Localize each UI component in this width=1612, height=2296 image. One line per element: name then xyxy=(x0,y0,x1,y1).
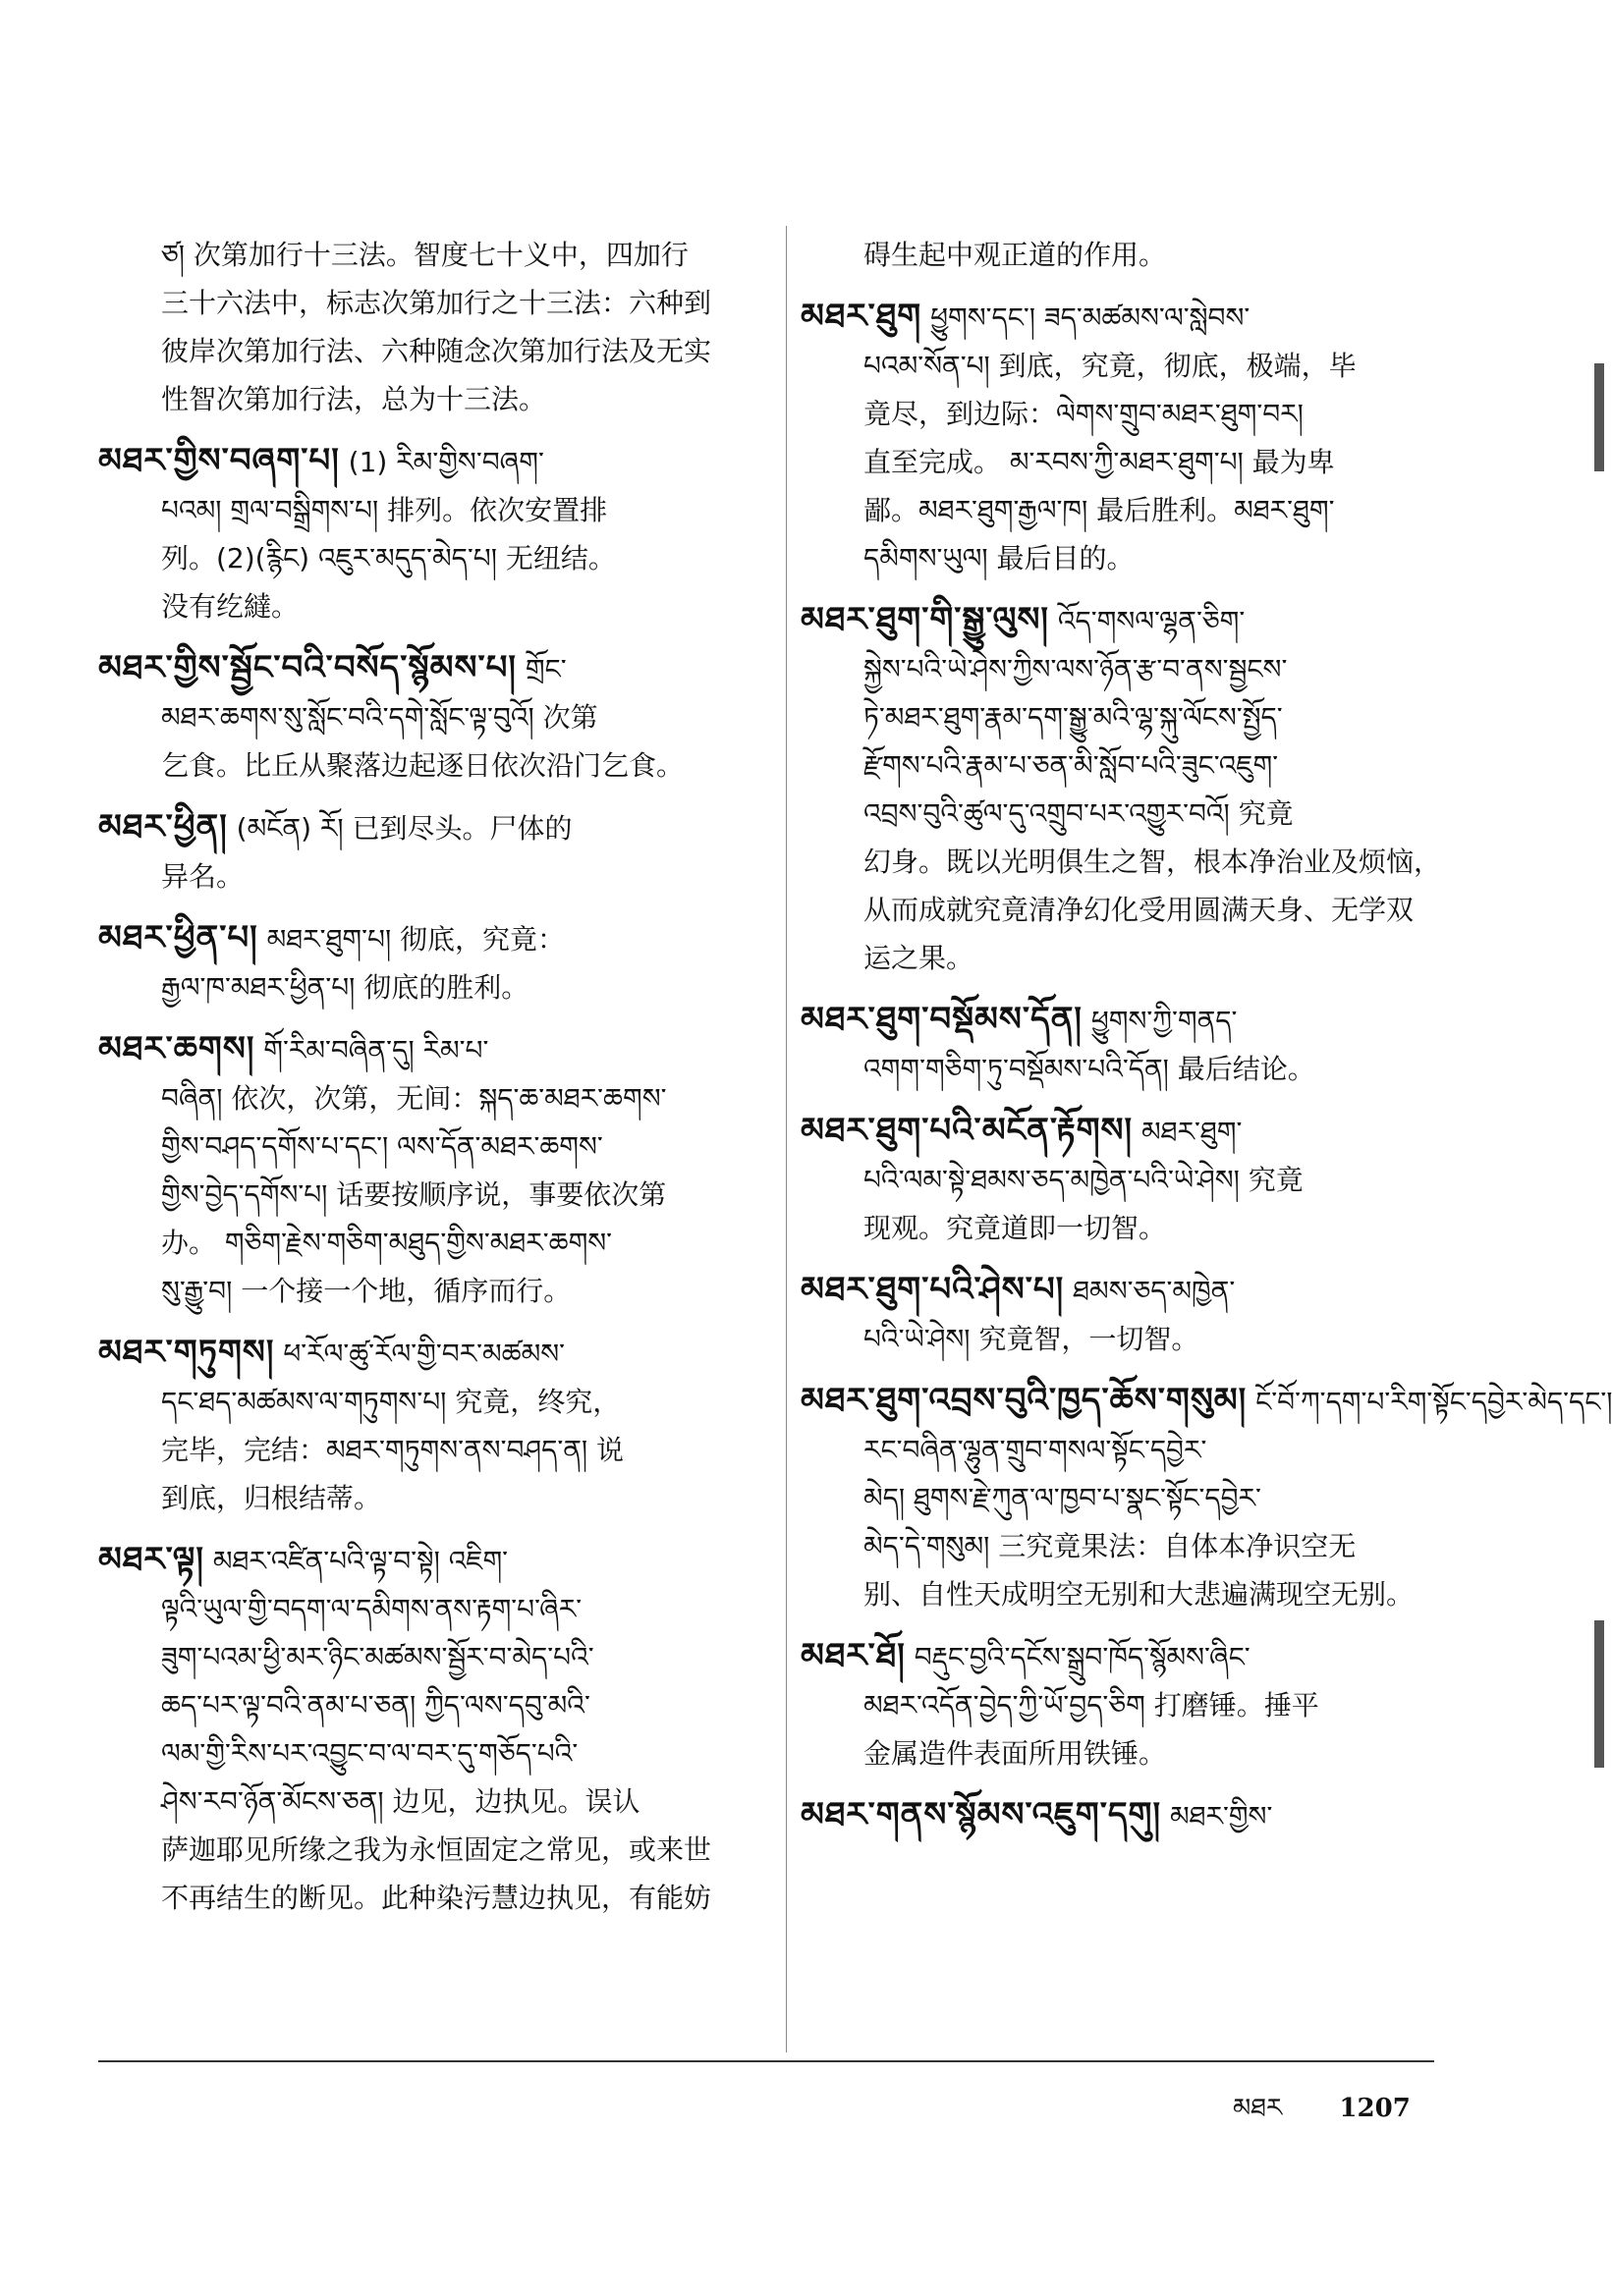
entry-headword: མཐར་ཐུག་གི་སྒྱུ་ལུས། xyxy=(801,600,1049,639)
entry-line xyxy=(801,693,1454,741)
entry-line xyxy=(98,644,776,693)
dictionary-entry xyxy=(98,1329,776,1522)
entry-line xyxy=(801,790,1454,838)
entry-line xyxy=(98,1171,776,1219)
entry-headword: མཐར་ཆགས། xyxy=(98,1029,255,1068)
entry-line xyxy=(98,375,776,423)
entry-text: རང་བཞིན་ལྷུན་གྲུབ་གསལ་སྟོང་དབྱེར་ xyxy=(863,1434,1207,1466)
entry-text: མཐར་ཆགས་སུ་སློང་བའི་དགེ་སློང་ལྟ་བུའོ། 次第 xyxy=(161,701,598,734)
entry-line xyxy=(801,390,1454,438)
running-head: མཐར xyxy=(1233,2094,1283,2123)
entry-line xyxy=(801,596,1454,645)
entry-text: བརྡུང་བྱའི་དངོས་སྒྲུབ་ཁོད་སྙོམས་ཞིང་ xyxy=(914,1641,1251,1673)
entry-headword: མཐར་ཐུག xyxy=(801,297,922,336)
entry-text: དམིགས་ཡུལ། 最后目的。 xyxy=(863,542,1135,574)
entry-headword: མཐར་ཕྱིན། xyxy=(98,807,228,847)
entry-text: མེད། ཐུགས་རྗེ་ཀུན་ལ་ཁྱབ་པ་སྣང་སྟོང་དབྱེར་ xyxy=(863,1482,1261,1514)
entry-line xyxy=(801,1570,1454,1618)
entry-headword: མཐར་ཐོ། xyxy=(801,1636,906,1675)
entry-text: སུ་རྒྱུ་བ། 一个接一个地，循序而行。 xyxy=(161,1275,572,1307)
scan-mark xyxy=(1594,1620,1604,1768)
entry-line xyxy=(98,231,776,279)
entry-text: ཆད་པར་ལྟ་བའི་ནམ་པ་ཅན། ཀྱིད་ལས་དབུ་མའི་ xyxy=(161,1689,590,1722)
entry-text: བཞིན། 依次，次第，无间：སྐད་ཆ་མཐར་ཆགས་ xyxy=(161,1082,667,1115)
entry-headword: མཐར་ཐུག་འབྲས་བུའི་ཁྱད་ཆོས་གསུམ། xyxy=(801,1381,1248,1420)
entry-text: མེད་དེ་གསུམ། 三究竟果法：自体本净识空无 xyxy=(863,1530,1357,1562)
scan-margin-marks xyxy=(1583,0,1612,2296)
entry-line xyxy=(801,838,1454,886)
entry-line xyxy=(801,996,1454,1045)
entry-text: 运之果。 xyxy=(863,942,974,974)
entry-headword: མཐར་གཏུགས། xyxy=(98,1333,275,1372)
dictionary-entry xyxy=(98,437,776,630)
entry-headword: མཐར་ཐུག་བསྡོམས་དོན། xyxy=(801,1000,1083,1039)
entry-text: 竟尽，到边际：ལེགས་གྲུབ་མཐར་ཐུག་བར། xyxy=(863,398,1304,430)
entry-text: 列。(2)(རྙིང) འཇུར་མདུད་མེད་པ། 无纽结。 xyxy=(161,542,616,574)
entry-line xyxy=(801,1474,1454,1522)
entry-text: (མངོན) རོ། 已到尽头。尸体的 xyxy=(236,812,573,845)
entry-text: ངོ་བོ་ཀ་དག་པ་རིག་སྟོང་དབྱེར་མེད་དང་། xyxy=(1255,1386,1612,1418)
entry-text: སྐྱེས་པའི་ཡེ་ཤེས་ཀྱིས་ལས་ཉོན་རྩ་བ་ནས་སྦྱངས་ xyxy=(863,653,1288,685)
entry-text: པའམ་སོན་པ། 到底，究竟，彻底，极端，毕 xyxy=(863,350,1357,382)
entry-line xyxy=(98,1874,776,1922)
entry-headword: མཐར་ལྟ། xyxy=(98,1540,204,1579)
entry-headword: མཐར་གྱིས་བཞག་པ། xyxy=(98,441,340,480)
entry-line xyxy=(98,1474,776,1522)
column-divider xyxy=(786,226,787,2052)
entry-text: 别、自性天成明空无别和大悲遍满现空无别。 xyxy=(863,1578,1415,1611)
dictionary-entry xyxy=(801,1266,1454,1363)
entry-line xyxy=(801,645,1454,693)
entry-text: 异名。 xyxy=(161,860,245,893)
dictionary-entry xyxy=(801,1377,1612,1618)
dictionary-entry xyxy=(98,644,776,790)
entry-line xyxy=(98,852,776,901)
entry-line xyxy=(801,1632,1454,1681)
scan-mark xyxy=(1594,363,1604,471)
dictionary-entry xyxy=(801,1632,1454,1777)
dictionary-entry xyxy=(801,1791,1454,1840)
entry-text: ཕ་རོལ་ཚུ་རོལ་གྱི་བར་མཚམས་ xyxy=(283,1338,566,1370)
entry-line xyxy=(801,1315,1454,1363)
dictionary-entry xyxy=(801,293,1454,582)
entry-line xyxy=(98,534,776,582)
entry-line xyxy=(98,693,776,741)
entry-headword: མཐར་གྱིས་སྦྱོང་བའི་བསོད་སྙོམས་པ། xyxy=(98,648,517,687)
entry-text: གོ་རིམ་བཞིན་དུ། རིམ་པ་ xyxy=(263,1034,489,1066)
entry-line xyxy=(98,1681,776,1729)
entry-text: ཟུག་པའམ་ཕྱི་མར་ཉིང་མཚམས་སྦྱོར་བ་མེད་པའི་ xyxy=(161,1641,594,1673)
entry-text: ཕྱུགས་དང་། ཟད་མཚམས་ལ་སླེབས་ xyxy=(930,301,1251,334)
entry-text: 现观。究竟道即一切智。 xyxy=(863,1212,1167,1244)
entry-line xyxy=(801,486,1454,534)
entry-text: 鄙。མཐར་ཐུག་རྒྱལ་ཁ། 最后胜利。མཐར་ཐུག་ xyxy=(863,494,1335,526)
entry-text: པའི་ལམ་སྟེ་ཐམས་ཅད་མཁྱེན་པའི་ཡེ་ཤེས། 究竟 xyxy=(863,1164,1304,1196)
entry-line xyxy=(98,1536,776,1585)
entry-line xyxy=(98,1378,776,1426)
entry-line xyxy=(801,342,1454,390)
entry-line xyxy=(98,1074,776,1122)
entry-text: འགག་གཅིག་ཏུ་བསྡོམས་པའི་དོན། 最后结论。 xyxy=(863,1053,1315,1085)
entry-line xyxy=(801,1426,1454,1474)
entry-line xyxy=(801,534,1454,582)
entry-line xyxy=(801,934,1454,982)
entry-line xyxy=(98,582,776,630)
entry-line xyxy=(98,1025,776,1074)
entry-text: ཙ། 次第加行十三法。智度七十义中，四加行 xyxy=(161,239,689,271)
entry-text: (1) རིམ་གྱིས་བཞག་ xyxy=(348,446,544,478)
entry-text: 办。 གཅིག་རྗེས་གཅིག་མཐུད་གྱིས་མཐར་ཆགས་ xyxy=(161,1227,613,1259)
entry-line xyxy=(98,437,776,486)
entry-line xyxy=(801,293,1454,342)
entry-line xyxy=(801,1045,1454,1093)
entry-line xyxy=(98,1777,776,1826)
entry-text: ཏེ་མཐར་ཐུག་རྣམ་དག་སྒྱུ་མའི་ལྷ་སྐུ་ལོངས་སྤྱོད་ xyxy=(863,701,1283,734)
entry-line xyxy=(98,327,776,375)
entry-line xyxy=(98,1122,776,1171)
entry-line xyxy=(98,963,776,1011)
entry-line xyxy=(801,1204,1454,1252)
dictionary-entry xyxy=(801,231,1454,279)
entry-text: 乞食。比丘从聚落边起逐日依次沿门乞食。 xyxy=(161,749,685,782)
page-number: 1207 xyxy=(1339,2094,1411,2123)
entry-line xyxy=(98,486,776,534)
entry-text: 没有纥繨。 xyxy=(161,590,300,623)
dictionary-entry xyxy=(801,596,1454,982)
entry-text: གྲོང་ xyxy=(525,653,567,685)
entry-text: གྱིས་བཤད་དགོས་པ་དང་། ལས་དོན་མཐར་ཆགས་ xyxy=(161,1130,603,1163)
entry-line xyxy=(98,803,776,852)
entry-text: ཕྱུགས་ཀྱི་གནད་ xyxy=(1090,1005,1238,1037)
entry-text: 萨迦耶见所缘之我为永恒固定之常见，或来世 xyxy=(161,1833,712,1866)
entry-text: 直至完成。 མ་རབས་ཀྱི་མཐར་ཐུག་པ། 最为卑 xyxy=(863,446,1335,478)
entry-text: 完毕，完结：མཐར་གཏུགས་ནས་བཤད་ན། 说 xyxy=(161,1434,624,1466)
entry-headword: མཐར་ཐུག་པའི་མངོན་རྟོགས། xyxy=(801,1111,1134,1150)
entry-text: 性智次第加行法，总为十三法。 xyxy=(161,383,547,415)
entry-line xyxy=(801,1791,1454,1840)
dictionary-entry xyxy=(98,1536,776,1922)
entry-line xyxy=(801,741,1454,790)
dictionary-entry xyxy=(98,914,776,1011)
dictionary-entry xyxy=(98,231,776,423)
entry-text: 不再结生的断见。此种染污慧边执见，有能妨 xyxy=(161,1882,712,1914)
entry-text: དང་ཐད་མཚམས་ལ་གཏུགས་པ། 究竟，终究， xyxy=(161,1386,621,1418)
entry-line xyxy=(801,1522,1454,1570)
entry-line xyxy=(801,1377,1612,1426)
entry-line xyxy=(98,1267,776,1315)
entry-line xyxy=(98,914,776,963)
dictionary-entry xyxy=(98,803,776,901)
entry-line xyxy=(98,741,776,790)
dictionary-entry xyxy=(801,1107,1454,1252)
entry-line xyxy=(801,1681,1454,1729)
footer-rule xyxy=(98,2060,1434,2062)
entry-text: མཐར་འཛིན་པའི་ལྟ་བ་སྟེ། འཇིག་ xyxy=(212,1545,509,1577)
entry-line xyxy=(98,1633,776,1681)
entry-line xyxy=(98,1219,776,1267)
entry-line xyxy=(801,1107,1454,1156)
entry-text: ལམ་གྱི་རིས་པར་འབྱུང་བ་ལ་བར་དུ་གཅོད་པའི་ xyxy=(161,1737,579,1770)
entry-text: རྫོགས་པའི་རྣམ་པ་ཅན་མི་སློབ་པའི་ཟུང་འཇུག་ xyxy=(863,749,1279,782)
entry-text: ཤེས་རབ་ཉོན་མོངས་ཅན། 边见，边执见。误认 xyxy=(161,1785,640,1818)
entry-text: མཐར་ཐུག་ xyxy=(1140,1116,1243,1148)
dictionary-entry xyxy=(801,996,1454,1093)
right-column xyxy=(801,231,1612,1854)
entry-line xyxy=(98,1729,776,1777)
entry-text: མཐར་འདོན་བྱེད་ཀྱི་ཡོ་བྱད་ཅིག 打磨锤。捶平 xyxy=(863,1689,1319,1722)
entry-line xyxy=(801,1156,1454,1204)
entry-text: 从而成就究竟清净幻化受用圆满天身、无学双 xyxy=(863,894,1415,926)
entry-line xyxy=(801,1266,1454,1315)
entry-text: མཐར་གྱིས་ xyxy=(1169,1800,1273,1832)
entry-line xyxy=(98,1585,776,1633)
entry-line xyxy=(801,1729,1454,1777)
entry-text: གྱིས་བྱེད་དགོས་པ། 话要按顺序说，事要依次第 xyxy=(161,1178,667,1211)
entry-text: འོད་གསལ་ལྷན་ཅིག་ xyxy=(1057,605,1246,637)
page-footer xyxy=(1233,2080,1411,2152)
entry-line xyxy=(98,1329,776,1378)
dictionary-entry xyxy=(98,1025,776,1315)
left-column xyxy=(98,231,776,1936)
entry-text: འབྲས་བུའི་ཚུལ་དུ་འགྲུབ་པར་འགྱུར་བའོ། 究竟 xyxy=(863,797,1294,830)
entry-text: 金属造件表面所用铁锤。 xyxy=(863,1737,1167,1770)
entry-line xyxy=(801,886,1454,934)
entry-text: 到底，归根结蒂。 xyxy=(161,1482,382,1514)
entry-text: ཐམས་ཅད་མཁྱེན་ xyxy=(1073,1275,1236,1307)
entry-text: མཐར་ཐུག་པ། 彻底，究竟： xyxy=(266,923,566,956)
entry-line xyxy=(98,1826,776,1874)
entry-headword: མཐར་ཐུག་པའི་ཤེས་པ། xyxy=(801,1270,1065,1309)
entry-text: རྒྱལ་ཁ་མཐར་ཕྱིན་པ། 彻底的胜利。 xyxy=(161,971,529,1004)
entry-text: 碍生起中观正道的作用。 xyxy=(863,239,1167,271)
entry-headword: མཐར་གནས་སྙོམས་འཇུག་དགུ། xyxy=(801,1795,1162,1834)
entry-line xyxy=(801,231,1454,279)
entry-text: 三十六法中，标志次第加行之十三法：六种到 xyxy=(161,287,712,319)
entry-text: པའམ། གྲལ་བསྒྲིགས་པ། 排列。依次安置排 xyxy=(161,494,608,526)
entry-text: 幻身。既以光明俱生之智，根本净治业及烦恼， xyxy=(863,846,1442,878)
entry-text: པའི་ཡེ་ཤེས། 究竟智，一切智。 xyxy=(863,1323,1199,1355)
entry-line xyxy=(801,438,1454,486)
entry-headword: མཐར་ཕྱིན་པ། xyxy=(98,918,258,957)
entry-text: 彼岸次第加行法、六种随念次第加行法及无实 xyxy=(161,335,712,367)
entry-line xyxy=(98,1426,776,1474)
entry-line xyxy=(98,279,776,327)
entry-text: ལྟའི་ཡུལ་གྱི་བདག་ལ་དམིགས་ནས་རྟག་པ་ཞིར་ xyxy=(161,1593,583,1625)
